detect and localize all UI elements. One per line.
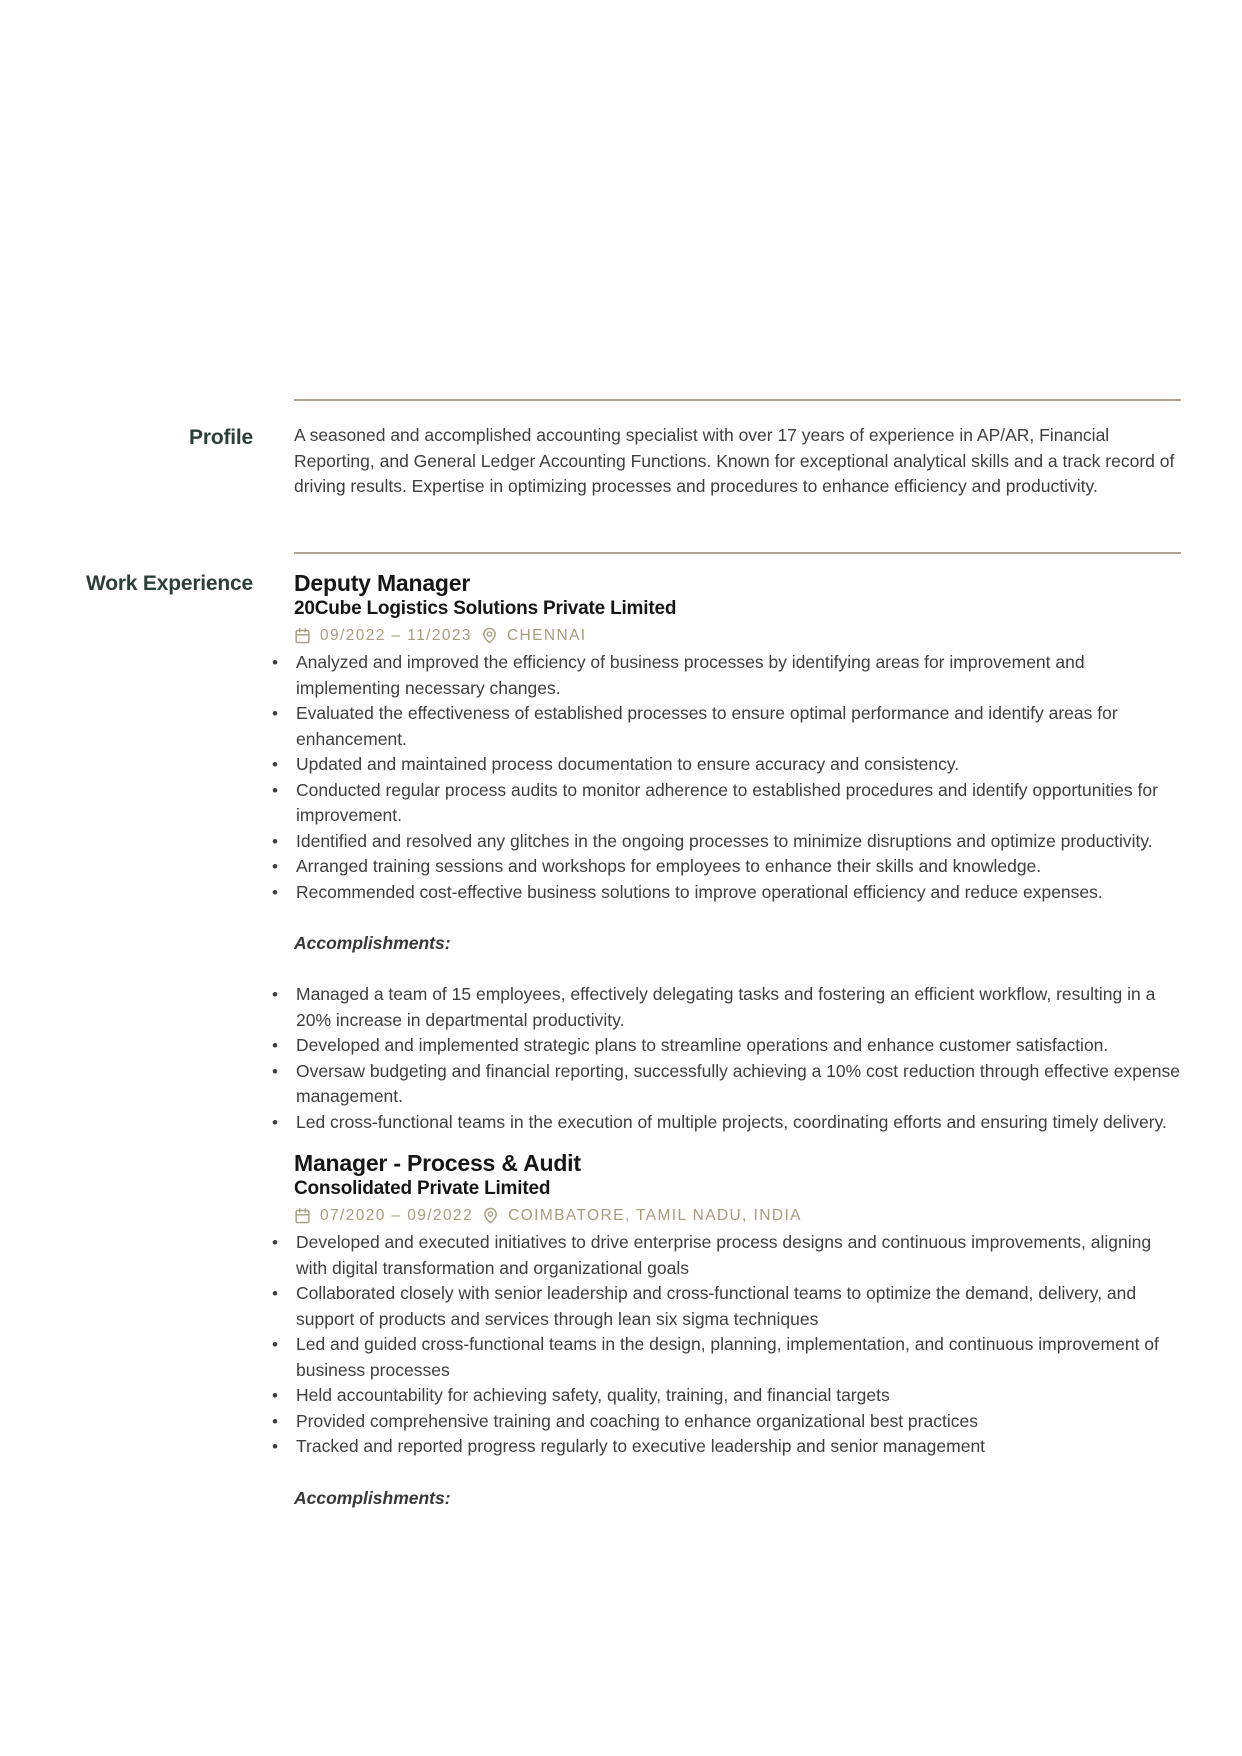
bullet-item: • Developed and executed initiatives to drive enterprise process designs and continuous improvements, aligning with digital transformation and organizational goals xyxy=(296,1230,1182,1281)
bullet-item: • Identified and resolved any glitches in the ongoing processes to minimize disruptions and optimize productivity. xyxy=(296,829,1182,855)
job-title: Deputy Manager xyxy=(294,570,471,596)
bullet-item: • Held accountability for achieving safety, quality, training, and financial targets xyxy=(296,1383,1182,1409)
location-pin-icon xyxy=(482,1207,499,1224)
profile-section-label: Profile xyxy=(189,426,253,449)
bullet-item: • Provided comprehensive training and coaching to enhance organizational best practices xyxy=(296,1409,1182,1435)
job-location: COIMBATORE, TAMIL NADU, INDIA xyxy=(508,1207,802,1224)
bullet-item: • Arranged training sessions and workshops for employees to enhance their skills and knowledge. xyxy=(296,854,1182,880)
work-experience-section-label: Work Experience xyxy=(85,572,253,595)
job-meta-row xyxy=(294,624,1182,647)
date-range: 07/2020 – 09/2022 xyxy=(320,1207,474,1224)
location-pin-icon xyxy=(481,627,498,644)
bullet-item: • Oversaw budgeting and financial reporting, successfully achieving a 10% cost reduction through effective expense management. xyxy=(296,1059,1182,1110)
company-name: 20Cube Logistics Solutions Private Limited xyxy=(294,598,677,619)
calendar-icon xyxy=(294,1207,311,1224)
bullet-item: • Tracked and reported progress regularly to executive leadership and senior management xyxy=(296,1434,1182,1460)
bullet-item: • Evaluated the effectiveness of established processes to ensure optimal performance and identify areas for enhancement. xyxy=(296,701,1182,752)
company-name: Consolidated Private Limited xyxy=(294,1178,551,1199)
accomplishments-list xyxy=(294,982,1182,1135)
bullet-item: • Recommended cost-effective business solutions to improve operational efficiency and reduce expenses. xyxy=(296,880,1182,906)
bullet-item: • Analyzed and improved the efficiency of business processes by identifying areas for improvement and implementing necessary changes. xyxy=(296,650,1182,701)
job-entry xyxy=(294,570,1182,1135)
bullet-item: • Managed a team of 15 employees, effectively delegating tasks and fostering an efficient workflow, resulting in a 20% increase in departmental productivity. xyxy=(296,982,1182,1033)
section-divider xyxy=(294,552,1181,554)
bullet-item: • Developed and implemented strategic plans to streamline operations and enhance customer satisfaction. xyxy=(296,1033,1182,1059)
bullet-item: • Conducted regular process audits to monitor adherence to established procedures and identify opportunities for improvement. xyxy=(296,778,1182,829)
job-entry xyxy=(294,1150,1182,1511)
job-duties-list xyxy=(294,1230,1182,1460)
bullet-item: • Collaborated closely with senior leadership and cross-functional teams to optimize the demand, delivery, and support of products and services through lean six sigma techniques xyxy=(296,1281,1182,1332)
accomplishments-heading: Accomplishments: xyxy=(294,1487,451,1508)
bullet-item: • Updated and maintained process documentation to ensure accuracy and consistency. xyxy=(296,752,1182,778)
bullet-item: • Led and guided cross-functional teams in the design, planning, implementation, and continuous improvement of business processes xyxy=(296,1332,1182,1383)
profile-summary-text: A seasoned and accomplished accounting specialist with over 17 years of experience in AP/AR, Financial Reporting, and General Ledger Accounting Functions. Known for exceptional analytical skills and a track record of driving results. Expertise in optimizing processes and procedures to enhance efficiency and productivity. xyxy=(294,425,1175,496)
bullet-item: • Led cross-functional teams in the execution of multiple projects, coordinating efforts and ensuring timely delivery. xyxy=(296,1110,1182,1136)
calendar-icon xyxy=(294,627,311,644)
accomplishments-heading: Accomplishments: xyxy=(294,933,451,953)
work-experience-content xyxy=(294,570,1182,1537)
job-location: CHENNAI xyxy=(506,627,587,644)
job-meta-row xyxy=(294,1204,1182,1227)
section-divider xyxy=(294,399,1181,401)
job-title: Manager - Process & Audit xyxy=(294,1150,581,1176)
date-range: 09/2022 – 11/2023 xyxy=(320,627,472,644)
job-duties-list xyxy=(294,650,1182,905)
